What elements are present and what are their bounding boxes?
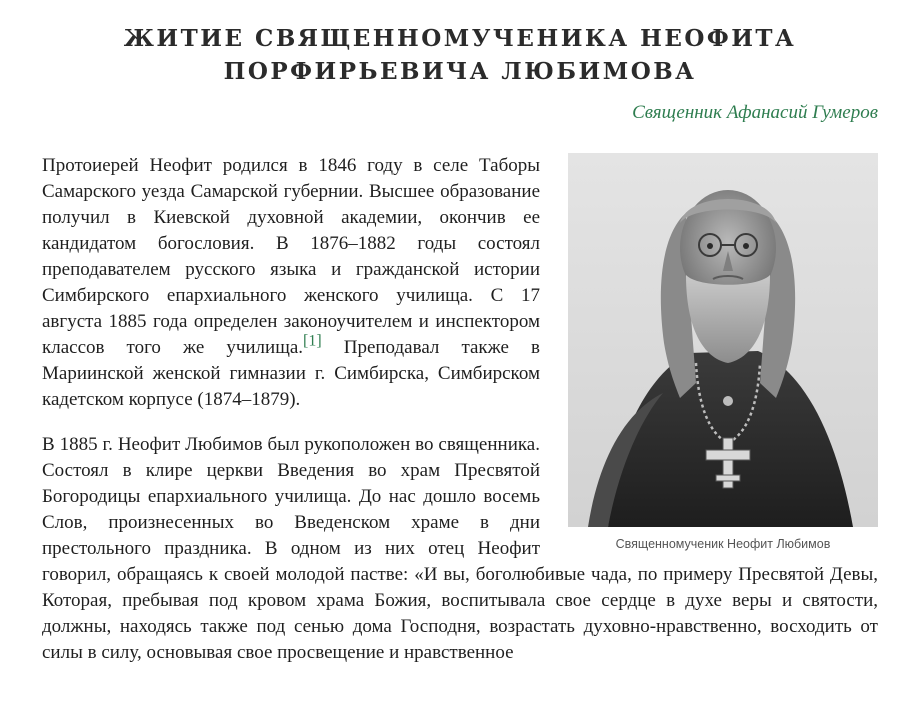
paragraph-1-text-continued: Преподавал также в Мариинской женской гимназии г. Симбирска, Симбирском кадетском корпусе (1874–1879). (42, 337, 540, 410)
footnote-link-1[interactable]: [1] (303, 332, 322, 350)
author-name: Священник Афанасий Гумеров (632, 102, 878, 123)
page-title (42, 22, 878, 88)
paragraph-2: В 1885 г. Неофит Любимов был рукоположен во священника. Состоял в клире церкви Введения во храм Пресвятой Богородицы епархиального училища. До нас дошло восемь Слов, произнесенных во Введенском храме в дни престольного праздника. В одном из них отец Неофит говорил, обращаясь к своей молодой пастве: «И вы, боголюбивые чада, по примеру Пресвятой Девы, Которая, пребывая под кровом храма Божия, воспитывала свое сердце в духе веры и святости, должны, находясь также под сенью дома Господня, возрастать духовно-нравственно, восходить от силы в силу, основывая свое просвещение и нравственное (42, 434, 878, 663)
paragraph-1-text: Протоиерей Неофит родился в 1846 году в селе Таборы Самарского уезда Самарской губернии. Высшее образование получил в Киевской духовной академии, окончив ее кандидатом богословия. В 1876–1882 годы состоял преподавателем русского языка и гражданской истории Симбирского епархиального женского училища. С 17 августа 1885 года определен законоучителем и инспектором классов того же училища. (42, 155, 540, 358)
portrait-figure (568, 153, 878, 552)
title-line-2: ПОРФИРЬЕВИЧА ЛЮБИМОВА (223, 58, 697, 85)
portrait-photo[interactable] (568, 153, 878, 527)
figure-caption: Священномученик Неофит Любимов (615, 537, 831, 551)
article (42, 0, 878, 666)
title-line-1: ЖИТИЕ СВЯЩЕННОМУЧЕНИКА НЕОФИТА (123, 25, 797, 52)
